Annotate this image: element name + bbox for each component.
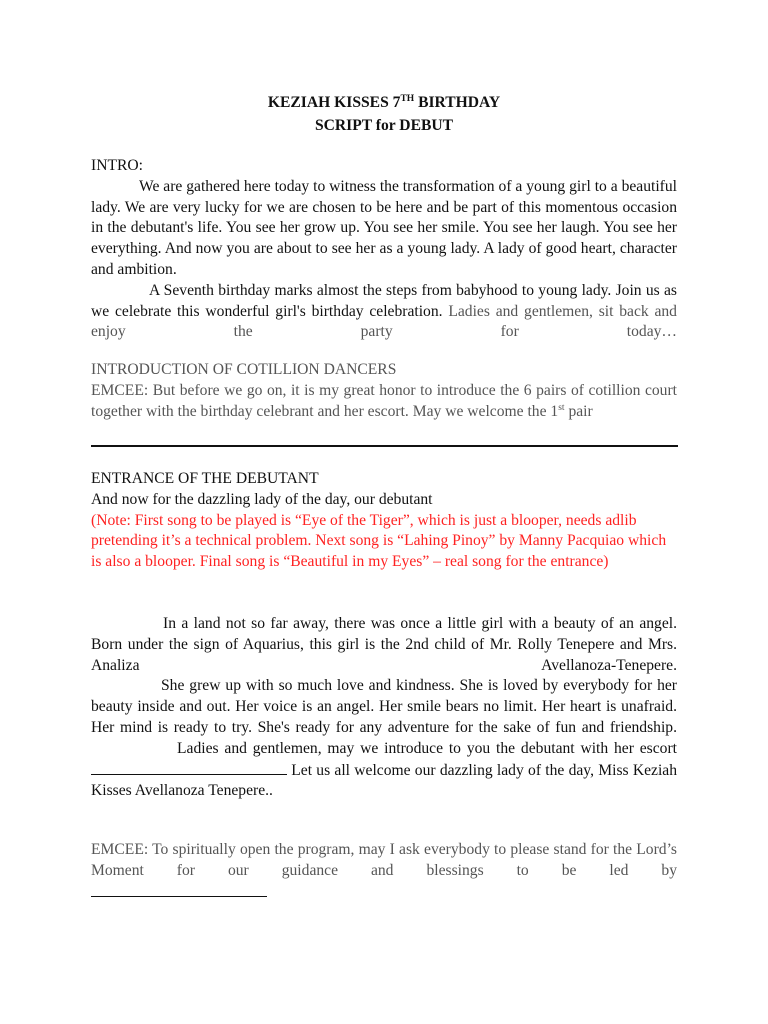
debutant-section	[91, 469, 677, 573]
cotillion-superscript: st	[558, 402, 565, 413]
intro-section	[91, 156, 677, 343]
title-birthday: BIRTHDAY	[414, 94, 501, 111]
escort-name-blank	[91, 760, 287, 775]
cotillion-text	[91, 381, 677, 423]
debutant-story	[91, 614, 677, 802]
emcee-text: EMCEE: To spiritually open the program, may I ask everybody to please stand for the Lord’s Moment for our guidance and blessings to be led by	[91, 841, 677, 879]
debutant-lead: And now for the dazzling lady of the day, our debutant	[91, 490, 433, 508]
title-name: KEZIAH KISSES 7	[267, 94, 401, 111]
leader-name-blank	[91, 882, 267, 897]
intro-paragraph-2	[91, 281, 677, 343]
intro-paragraph-1-text: We are gathered here today to witness the transformation of a young girl to a beautiful lady. We are very lucky for we are chosen to be here and be part of this momentous occasion in the debutant's life. You see her grow up. You see her smile. You see her laugh. You see her everything. And now you are about to see her as a young lady. A lady of good heart, character and ambition.	[91, 177, 677, 278]
story-paragraph-3-start: Ladies and gentlemen, may we introduce to you the debutant with her escort	[177, 739, 677, 757]
section-divider	[91, 445, 678, 447]
intro-paragraph-2-tail: Ladies and gentlemen, sit back and enjoy the party for today…	[91, 302, 677, 341]
cotillion-text-end: pair	[564, 402, 593, 420]
story-paragraph-3	[91, 739, 677, 802]
intro-paragraph-2-text: A Seventh birthday marks almost the steps from babyhood to young lady. Join us as we celebrate this wonderful girl's birthday celebration.	[91, 281, 677, 320]
cotillion-heading: INTRODUCTION OF COTILLION DANCERS	[91, 361, 397, 378]
title-superscript: TH	[400, 94, 415, 104]
story-paragraph-1: In a land not so far away, there was once a little girl with a beauty of an angel. Born under the sign of Aquarius, this girl is the 2nd child of Mr. Rolly Tenepere and Mrs. Analiza Avellanoza-Tenepere.	[91, 615, 677, 674]
song-note: (Note: First song to be played is “Eye of the Tiger”, which is just a blooper, needs adlib pretending it’s a technical problem. Next song is “Lahing Pinoy” by Manny Pacquiao which is also a blooper. Final song is “Beautiful in my Eyes” – real song for the entrance)	[91, 511, 667, 571]
emcee-section	[91, 840, 677, 903]
intro-heading: INTRO:	[91, 157, 143, 174]
debutant-heading: ENTRANCE OF THE DEBUTANT	[91, 470, 319, 487]
emcee-blank-line	[91, 882, 677, 904]
story-paragraph-3-end: Let us all welcome our dazzling lady of the day, Miss Keziah Kisses Avellanoza Tenepere..	[91, 761, 677, 800]
intro-paragraph-1	[91, 177, 677, 281]
title-line-2: SCRIPT for DEBUT	[314, 117, 454, 134]
title-line-1	[0, 93, 768, 114]
story-paragraph-2: She grew up with so much love and kindness. She is loved by everybody for her beauty inside and out. Her voice is an angel. Her smile bears no limit. Her heart is unafraid. Her mind is ready to try. She's ready for any adventure for the sake of fun and friendship.	[91, 677, 677, 736]
cotillion-section	[91, 360, 677, 422]
cotillion-text-main: EMCEE: But before we go on, it is my great honor to introduce the 6 pairs of cotillion court together with the birthday celebrant and her escort. May we welcome the 1	[91, 381, 677, 420]
